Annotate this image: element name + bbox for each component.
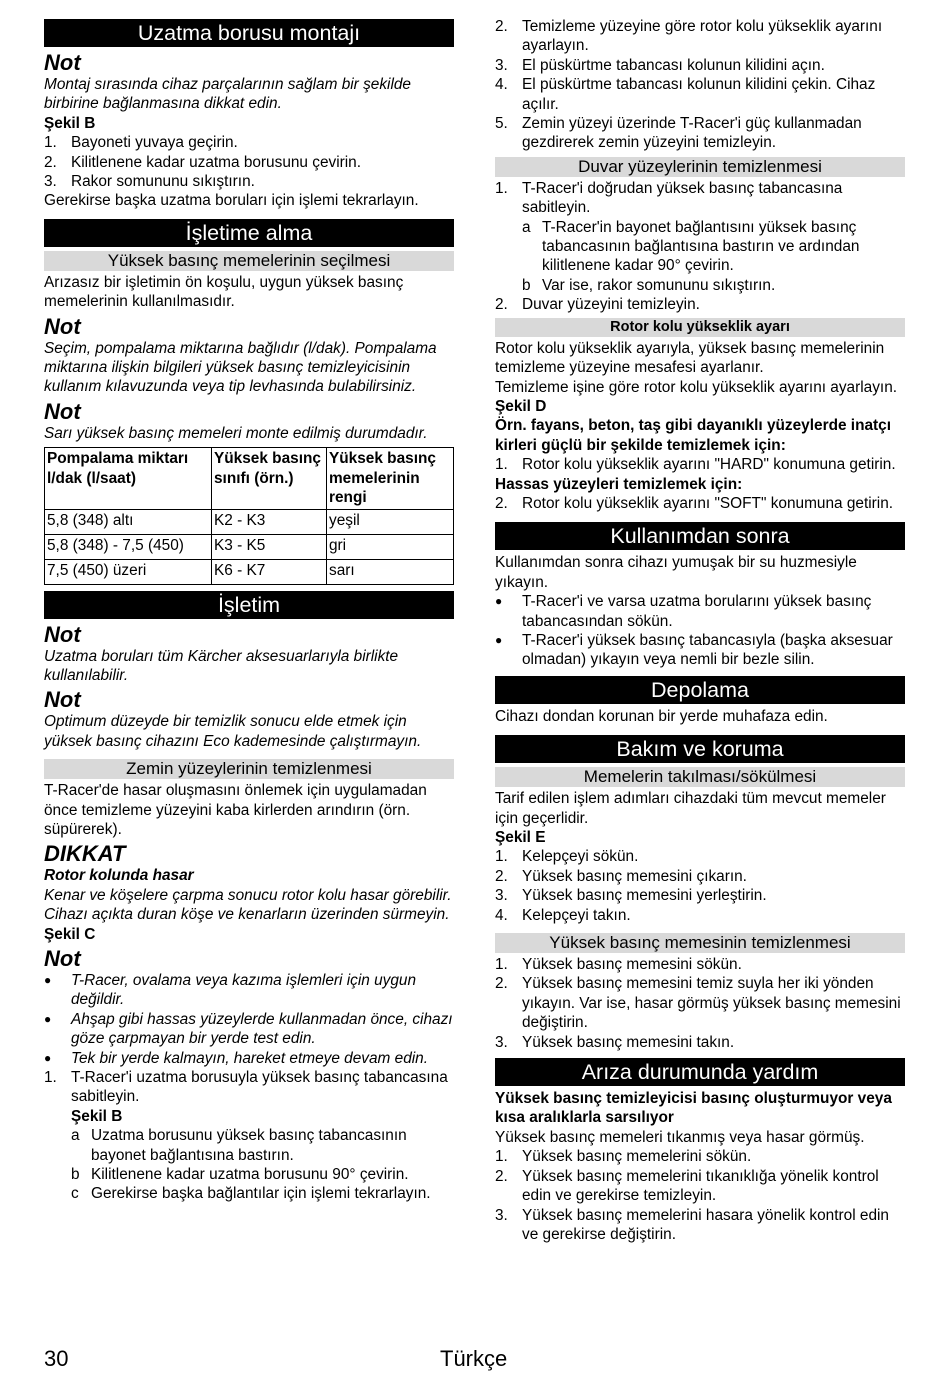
list-item: 1. Kelepçeyi sökün. <box>495 848 639 866</box>
list-subitem: a T-Racer'in bayonet bağlantısını yüksek basınç tabancasının bağlantısına bastırın ve ardından kilitlenene kadar 90° çevirin. <box>522 218 860 275</box>
note-heading: Not <box>44 398 81 424</box>
subsection-heading: Yüksek basınç memesinin temizlenmesi <box>495 933 905 953</box>
bullet-icon: ● <box>44 1050 52 1065</box>
section-heading: İşletime alma <box>44 219 454 247</box>
list-item: ● T-Racer'i ve varsa uzatma borularını yüksek basınç tabancasından sökün. <box>495 593 872 630</box>
note-heading: Not <box>44 687 81 713</box>
subsection-heading: Duvar yüzeylerinin temizlenmesi <box>495 157 905 177</box>
section-heading: İşletim <box>44 591 454 619</box>
table-cell: yeşil <box>327 509 454 534</box>
table-cell: 5,8 (348) altı <box>45 509 212 534</box>
list-item: 1. T-Racer'i doğrudan yüksek basınç tabancasına sabitleyin. <box>495 179 843 217</box>
caution-subheading: Rotor kolunda hasar <box>44 867 194 885</box>
list-item: 3. Yüksek basınç memesini takın. <box>495 1033 735 1051</box>
paragraph: Kullanımdan sonra cihazı yumuşak bir su huzmesiyle yıkayın. <box>495 554 857 591</box>
table-header: Yüksek basınç sınıfı (örn.) <box>212 448 327 509</box>
note-heading: Not <box>44 313 81 339</box>
table-header: Pompalama miktarı l/dak (l/saat) <box>45 448 212 509</box>
table-cell: sarı <box>327 559 454 584</box>
left-column <box>44 17 454 1204</box>
list-item: 5. Zemin yüzeyi üzerinde T-Racer'i güç kullanmadan gezdirerek zemin yüzeyini temizleyin. <box>495 115 862 152</box>
caution-heading: DIKKAT <box>44 841 126 867</box>
nozzle-table <box>44 447 454 584</box>
note-heading: Not <box>44 621 81 647</box>
bold-paragraph: Hassas yüzeyleri temizlemek için: <box>495 475 743 493</box>
list-item: ● T-Racer, ovalama veya kazıma işlemleri için uygun değildir. <box>44 971 417 1009</box>
list-item: 1. T-Racer'i uzatma borusuyla yüksek basınç tabancasına sabitleyin. <box>44 1069 448 1106</box>
section-heading: Arıza durumunda yardım <box>495 1058 905 1086</box>
table-cell: 7,5 (450) üzeri <box>45 559 212 584</box>
paragraph: Yüksek basınç memeleri tıkanmış veya hasar görmüş. <box>495 1128 865 1146</box>
bullet-icon: ● <box>44 972 52 987</box>
list-item: 3. El püskürtme tabancası kolunun kilidini açın. <box>495 56 825 74</box>
list-item: 2. Kilitlenene kadar uzatma borusunu çevirin. <box>44 153 362 171</box>
list-item: ● Ahşap gibi hassas yüzeylerde kullanmadan önce, cihazı göze çarpmayan bir yerde test edin. <box>44 1010 453 1048</box>
figure-ref: Şekil B <box>44 114 96 132</box>
subsection-heading: Memelerin takılması/sökülmesi <box>495 767 905 787</box>
list-item: 4. Kelepçeyi takın. <box>495 906 631 924</box>
list-subitem: a Uzatma borusunu yüksek basınç tabancasının bayonet bağlantısına bastırın. <box>71 1127 407 1164</box>
list-item: ● T-Racer'i yüksek basınç tabancasıyla (başka aksesuar olmadan) yıkayın veya nemli bir bezle silin. <box>495 631 893 669</box>
note-heading: Not <box>44 50 81 75</box>
list-subitem: b Kilitlenene kadar uzatma borusunu 90° çevirin. <box>71 1166 409 1184</box>
subsection-heading: Rotor kolu yükseklik ayarı <box>495 318 905 337</box>
list-item: 2. Yüksek basınç memesini çıkarın. <box>495 867 747 885</box>
list-item: 1. Yüksek basınç memelerini sökün. <box>495 1148 752 1166</box>
table-cell: K6 - K7 <box>212 559 327 584</box>
list-item: 1. Bayoneti yuvaya geçirin. <box>44 134 238 152</box>
subsection-heading: Yüksek basınç memelerinin seçilmesi <box>44 251 454 271</box>
section-heading: Bakım ve koruma <box>495 735 905 763</box>
paragraph: Gerekirse başka uzatma boruları için işlemi tekrarlayın. <box>44 192 419 210</box>
page-number: 30 <box>44 1346 69 1371</box>
table-cell: K2 - K3 <box>212 509 327 534</box>
list-item: ● Tek bir yerde kalmayın, hareket etmeye devam edin. <box>44 1049 429 1067</box>
list-item: 2. Yüksek basınç memelerini tıkanıklığa yönelik kontrol edin ve gerekirse temizleyin. <box>495 1167 879 1205</box>
paragraph: Temizleme işine göre rotor kolu yükseklik ayarını ayarlayın. <box>495 378 898 396</box>
table-cell: gri <box>327 534 454 559</box>
paragraph: Rotor kolu yükseklik ayarıyla, yüksek basınç memelerinin temizleme yüzeyine mesafesi ayarlanır. <box>495 339 885 377</box>
section-heading: Uzatma borusu montajı <box>44 19 454 47</box>
note-heading: Not <box>44 945 81 971</box>
list-item: 1. Yüksek basınç memesini sökün. <box>495 956 742 974</box>
paragraph: Tarif edilen işlem adımları cihazdaki tüm mevcut memeler için geçerlidir. <box>495 790 886 827</box>
table-cell: 5,8 (348) - 7,5 (450) <box>45 534 212 559</box>
list-subitem: c Gerekirse başka bağlantılar için işlemi tekrarlayın. <box>71 1185 431 1203</box>
list-subitem: b Var ise, rakor somununu sıkıştırın. <box>522 276 776 294</box>
caution-text: Kenar ve köşelere çarpma sonucu rotor kolu hasar görebilir. <box>44 886 452 904</box>
table-row <box>45 509 454 534</box>
section-heading: Depolama <box>495 676 905 704</box>
caution-text: Cihazı açıkta duran köşe ve kenarların üzerinden sürmeyin. <box>44 906 450 924</box>
note-text: Uzatma boruları tüm Kärcher aksesuarlarıyla birlikte kullanılabilir. <box>44 647 399 684</box>
paragraph: Arızasız bir işletimin ön koşulu, uygun yüksek basınç memelerinin kullanılmasıdır. <box>44 273 404 311</box>
table-header-row <box>45 448 454 509</box>
bullet-icon: ● <box>495 632 503 647</box>
list-item: 3. Rakor somununu sıkıştırın. <box>44 173 255 191</box>
list-item: 2. Yüksek basınç memesini temiz suyla her iki yönden yıkayın. Var ise, hasar görmüş yüksek basınç memesini değiştirin. <box>495 975 901 1032</box>
list-item: 4. El püskürtme tabancası kolunun kilidini çekin. Cihaz açılır. <box>495 76 876 113</box>
right-column <box>495 17 905 1244</box>
note-text: Montaj sırasında cihaz parçalarının sağlam bir şekilde birbirine bağlanmasına dikkat edin. <box>44 76 411 113</box>
bullet-icon: ● <box>44 1011 52 1026</box>
table-row <box>45 534 454 559</box>
list-item: 1. Rotor kolu yükseklik ayarını "HARD" konumuna getirin. <box>495 456 896 474</box>
step-list <box>44 133 454 191</box>
note-text: Seçim, pompalama miktarına bağlıdır (l/dak). Pompalama miktarına ilişkin bilgileri yüksek basınç temizleyicisinin kullanım kılavuzunda veya tip levhasında bulabilirsiniz. <box>44 339 437 396</box>
bold-paragraph: Örn. fayans, beton, taş gibi dayanıklı yüzeylerde inatçı kirleri güçlü bir şekilde temizlemek için: <box>495 417 892 454</box>
paragraph: Cihazı dondan korunan bir yerde muhafaza edin. <box>495 707 828 725</box>
figure-ref: Şekil B <box>71 1107 123 1125</box>
figure-ref: Şekil D <box>495 397 547 415</box>
list-item: 2. Duvar yüzeyini temizleyin. <box>495 296 700 314</box>
subsection-heading: Zemin yüzeylerinin temizlenmesi <box>44 759 454 779</box>
note-text: Optimum düzeyde bir temizlik sonucu elde etmek için yüksek basınç cihazını Eco kademesinde çalıştırmayın. <box>44 713 422 750</box>
figure-ref: Şekil E <box>495 829 546 846</box>
list-item: 3. Yüksek basınç memelerini hasara yönelik kontrol edin ve gerekirse değiştirin. <box>495 1206 889 1243</box>
footer-language: Türkçe <box>440 1346 508 1371</box>
bold-paragraph: Yüksek basınç temizleyicisi basınç oluşturmuyor veya kısa aralıklarla sarsılıyor <box>495 1090 892 1127</box>
list-item: 2. Temizleme yüzeyine göre rotor kolu yükseklik ayarını ayarlayın. <box>495 18 883 55</box>
table-row <box>45 559 454 584</box>
table-cell: K3 - K5 <box>212 534 327 559</box>
figure-ref: Şekil C <box>44 925 96 943</box>
section-heading: Kullanımdan sonra <box>495 522 905 550</box>
paragraph: T-Racer'de hasar oluşmasını önlemek için uygulamadan önce temizleme yüzeyini kaba kirlerden arındırın (örn. süpürerek). <box>44 782 427 838</box>
list-item: 2. Rotor kolu yükseklik ayarını "SOFT" konumuna getirin. <box>495 494 894 512</box>
table-header: Yüksek basınç memelerinin rengi <box>327 448 454 509</box>
list-item: 3. Yüksek basınç memesini yerleştirin. <box>495 887 767 905</box>
bullet-icon: ● <box>495 594 503 609</box>
note-text: Sarı yüksek basınç memeleri monte edilmiş durumdadır. <box>44 424 428 442</box>
